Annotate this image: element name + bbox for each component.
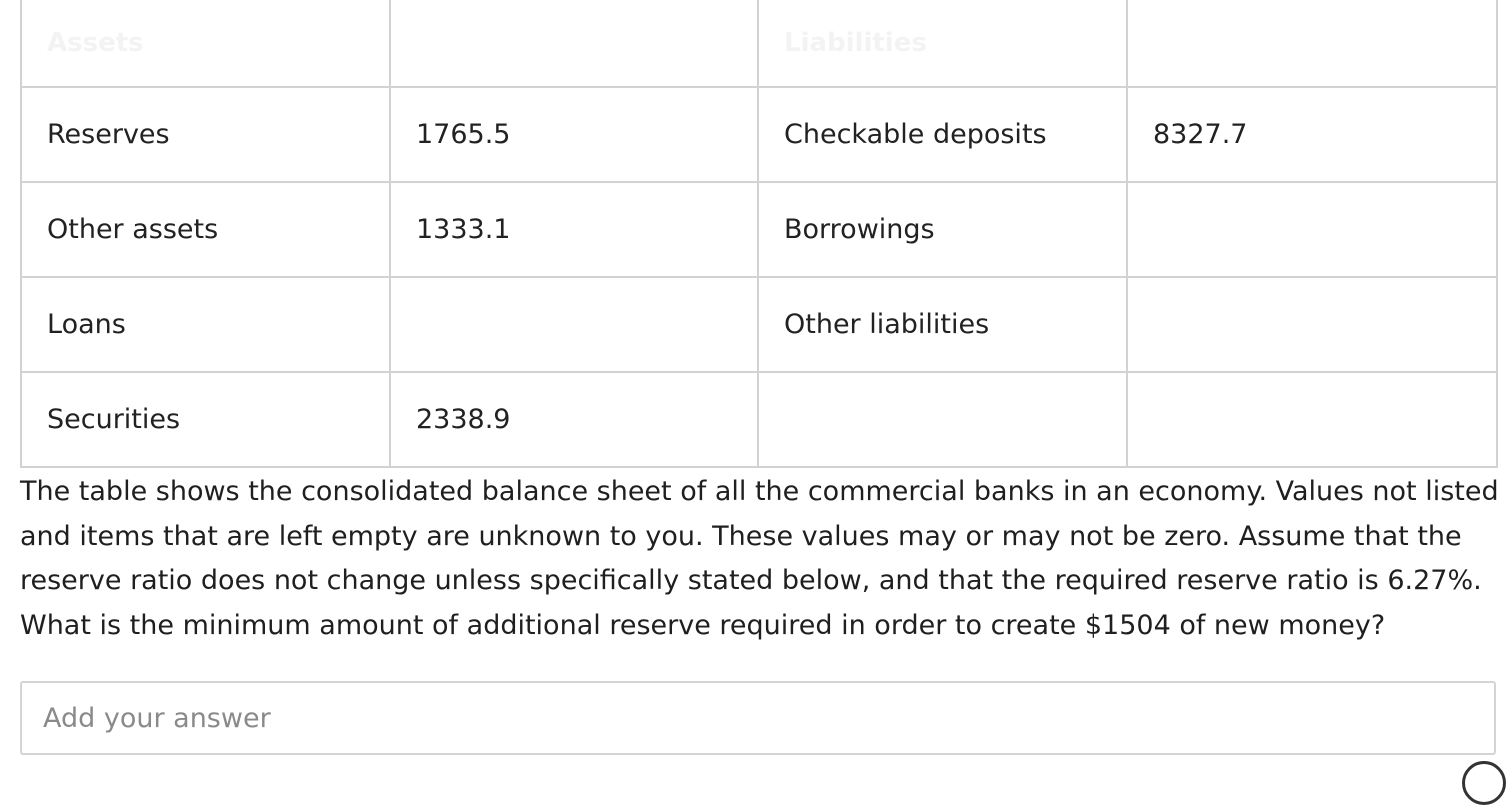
- asset-label: Other assets: [21, 182, 390, 277]
- asset-label: Loans: [21, 277, 390, 372]
- asset-label: Reserves: [21, 87, 390, 182]
- question-text: [20, 470, 1500, 648]
- answer-input[interactable]: [20, 681, 1496, 755]
- asset-label: Securities: [21, 372, 390, 467]
- table-row: [21, 372, 1497, 467]
- question-prompt: What is the minimum amount of additional reserve required in order to create $1504 of new money?: [20, 609, 1386, 641]
- balance-sheet-table: [20, 0, 1498, 468]
- table-header-row: [21, 0, 1497, 87]
- liability-value: 8327.7: [1127, 87, 1497, 182]
- table-row: [21, 87, 1497, 182]
- liability-value: [1127, 182, 1497, 277]
- table-row: [21, 182, 1497, 277]
- asset-value: 1333.1: [390, 182, 758, 277]
- asset-value: 2338.9: [390, 372, 758, 467]
- header-assets-value: [390, 0, 758, 87]
- header-liabilities-value: [1127, 0, 1497, 87]
- liability-label: [758, 372, 1127, 467]
- question-intro: The table shows the consolidated balance sheet of all the commercial banks in an economy. Values not listed and items that are left empty are unknown to you. These values may or may not be zero. Assume that the reserve ratio does not change unless specifically stated below, and that the required reserve ratio is 6.27%.: [20, 476, 1499, 596]
- asset-value: 1765.5: [390, 87, 758, 182]
- liability-label: Other liabilities: [758, 277, 1127, 372]
- table-row: [21, 277, 1497, 372]
- header-liabilities: Liabilities: [758, 0, 1127, 87]
- liability-value: [1127, 372, 1497, 467]
- liability-value: [1127, 277, 1497, 372]
- circle-icon[interactable]: [1462, 761, 1506, 805]
- asset-value: [390, 277, 758, 372]
- header-assets: Assets: [21, 0, 390, 87]
- liability-label: Checkable deposits: [758, 87, 1127, 182]
- liability-label: Borrowings: [758, 182, 1127, 277]
